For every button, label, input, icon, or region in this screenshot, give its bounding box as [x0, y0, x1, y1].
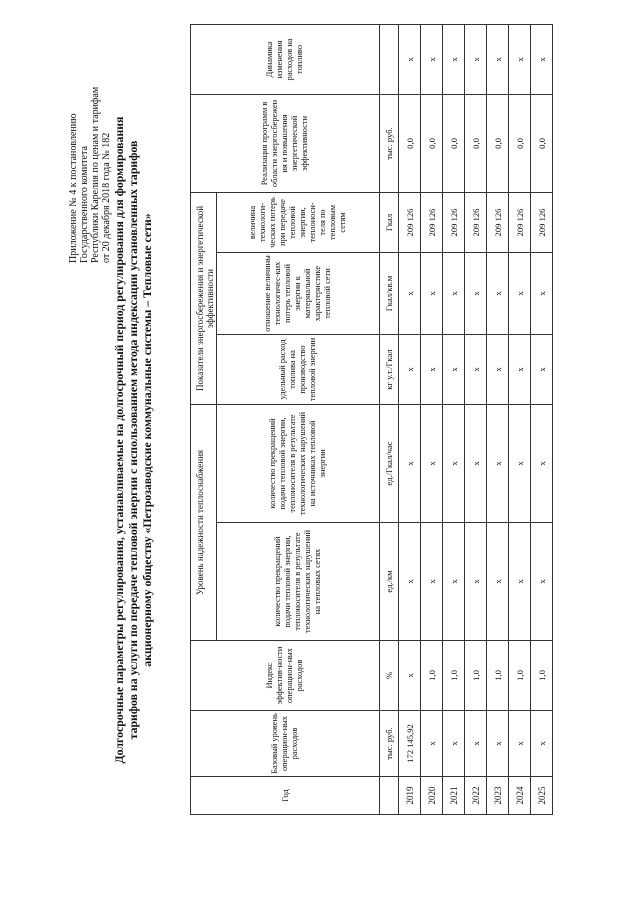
unit-cell: кг у.т./Гкал: [380, 334, 399, 404]
value-cell: х: [465, 523, 487, 641]
value-cell: 209 126: [399, 192, 421, 252]
header-fuel-cost-dynamics: Динамика изменения расходов на топливо: [191, 24, 380, 94]
year-cell: 2022: [465, 777, 487, 815]
value-cell: х: [399, 523, 421, 641]
year-cell: 2021: [443, 777, 465, 815]
year-cell: 2025: [531, 777, 553, 815]
unit-cell: ед./км: [380, 523, 399, 641]
table-row: [487, 24, 509, 814]
header-efficiency-index: Индекс эффектив-ности операцион-ных расходов: [191, 641, 380, 711]
value-cell: х: [421, 404, 443, 522]
value-cell: х: [509, 404, 531, 522]
value-cell: х: [443, 404, 465, 522]
value-cell: 209 126: [531, 192, 553, 252]
table-row: [443, 24, 465, 814]
value-cell: х: [421, 24, 443, 94]
header-outages-sources: количество прекращений подачи тепловой энергии, теплоносителя в результате технологических нарушений на источниках тепловой энергии: [217, 404, 380, 522]
title-line: Долгосрочные параметры регулирования, устанавливаемые на долгосрочный период регулирования для формирования: [112, 116, 126, 764]
value-cell: х: [531, 711, 553, 777]
unit-cell: [380, 24, 399, 94]
value-cell: х: [487, 24, 509, 94]
unit-cell: %: [380, 641, 399, 711]
value-cell: х: [421, 711, 443, 777]
value-cell: х: [399, 404, 421, 522]
value-cell: х: [443, 711, 465, 777]
value-cell: х: [487, 252, 509, 334]
table-row: [531, 24, 553, 814]
value-cell: х: [465, 404, 487, 522]
value-cell: х: [399, 252, 421, 334]
unit-cell: тыс. руб.: [380, 94, 399, 192]
document-title: [112, 95, 154, 785]
year-cell: 2019: [399, 777, 421, 815]
value-cell: х: [443, 252, 465, 334]
value-cell: х: [509, 24, 531, 94]
value-cell: 209 126: [421, 192, 443, 252]
units-row: [380, 24, 399, 814]
value-cell: 1,0: [443, 641, 465, 711]
value-cell: 172 145,92: [399, 711, 421, 777]
value-cell: х: [509, 252, 531, 334]
header-year: Год: [191, 777, 380, 815]
value-cell: 209 126: [509, 192, 531, 252]
unit-cell: [380, 777, 399, 815]
value-cell: х: [443, 24, 465, 94]
value-cell: 0,0: [421, 94, 443, 192]
title-line: тарифов на услуги по передаче тепловой энергии с использованием метода индексации установленных тарифов: [126, 140, 140, 740]
value-cell: х: [509, 334, 531, 404]
unit-cell: Гкал/кв.м: [380, 252, 399, 334]
value-cell: 209 126: [443, 192, 465, 252]
unit-cell: ед./Гкал/час: [380, 404, 399, 522]
header-group-reliability: Уровень надежности теплоснабжения: [191, 404, 217, 640]
value-cell: х: [399, 334, 421, 404]
value-cell: х: [509, 711, 531, 777]
value-cell: х: [531, 252, 553, 334]
header-group-energy-efficiency: Показатели энергосбережения и энергетической эффективности: [191, 192, 217, 404]
value-cell: х: [509, 523, 531, 641]
value-cell: 0,0: [443, 94, 465, 192]
value-cell: х: [487, 334, 509, 404]
value-cell: 0,0: [465, 94, 487, 192]
table-body: [399, 24, 553, 814]
value-cell: 1,0: [509, 641, 531, 711]
value-cell: х: [443, 523, 465, 641]
value-cell: х: [465, 24, 487, 94]
value-cell: 209 126: [465, 192, 487, 252]
value-cell: 0,0: [487, 94, 509, 192]
unit-cell: тыс. руб.: [380, 711, 399, 777]
appendix-line: Приложение № 4 к постановлению: [68, 113, 79, 263]
table-row: [465, 24, 487, 814]
header-specific-fuel: удельный расход топлива на производство тепловой энергии: [217, 334, 380, 404]
appendix-line: Республики Карелия по ценам и тарифам: [90, 86, 101, 263]
value-cell: 1,0: [465, 641, 487, 711]
appendix-note: [68, 13, 112, 263]
value-cell: х: [531, 404, 553, 522]
value-cell: 1,0: [487, 641, 509, 711]
appendix-line: от 20 декабря 2018 года № 182: [101, 132, 112, 263]
parameters-table: [190, 24, 553, 815]
value-cell: х: [531, 523, 553, 641]
value-cell: х: [531, 24, 553, 94]
title-line: акционерному обществу «Петрозаводские коммунальные системы – Тепловые сети»: [140, 213, 154, 667]
year-cell: 2024: [509, 777, 531, 815]
header-base-opex: Базовый уровень операцион-ных расходов: [191, 711, 380, 777]
value-cell: х: [399, 24, 421, 94]
value-cell: 1,0: [421, 641, 443, 711]
value-cell: 0,0: [509, 94, 531, 192]
header-outages-networks: количество прекращений подачи тепловой энергии, теплоносителя в результате технологических нарушений на тепловых сетях: [217, 523, 380, 641]
table-row: [509, 24, 531, 814]
header-tech-losses: величина технологи-ческих потерь при передаче тепловой энергии, теплоноси-теля по тепловым сетям: [217, 192, 380, 252]
value-cell: х: [531, 334, 553, 404]
value-cell: х: [465, 252, 487, 334]
unit-cell: Гкал: [380, 192, 399, 252]
value-cell: х: [443, 334, 465, 404]
table-row: [399, 24, 421, 814]
value-cell: 1,0: [531, 641, 553, 711]
year-cell: 2020: [421, 777, 443, 815]
value-cell: х: [487, 711, 509, 777]
value-cell: х: [487, 404, 509, 522]
value-cell: х: [465, 711, 487, 777]
value-cell: х: [487, 523, 509, 641]
appendix-line: Государственного комитета: [79, 146, 90, 263]
value-cell: х: [465, 334, 487, 404]
value-cell: х: [399, 641, 421, 711]
value-cell: х: [421, 334, 443, 404]
header-energy-saving-programs: Реализация программ в области энергосбережен ия и повышения энергетической эффективности: [191, 94, 380, 192]
value-cell: 0,0: [399, 94, 421, 192]
value-cell: 209 126: [487, 192, 509, 252]
table-row: [421, 24, 443, 814]
header-loss-ratio: отношение величины технологичес-ких потерь тепловой энергии к материальной характеристике тепловой сети: [217, 252, 380, 334]
year-cell: 2023: [487, 777, 509, 815]
value-cell: 0,0: [531, 94, 553, 192]
value-cell: х: [421, 252, 443, 334]
value-cell: х: [421, 523, 443, 641]
